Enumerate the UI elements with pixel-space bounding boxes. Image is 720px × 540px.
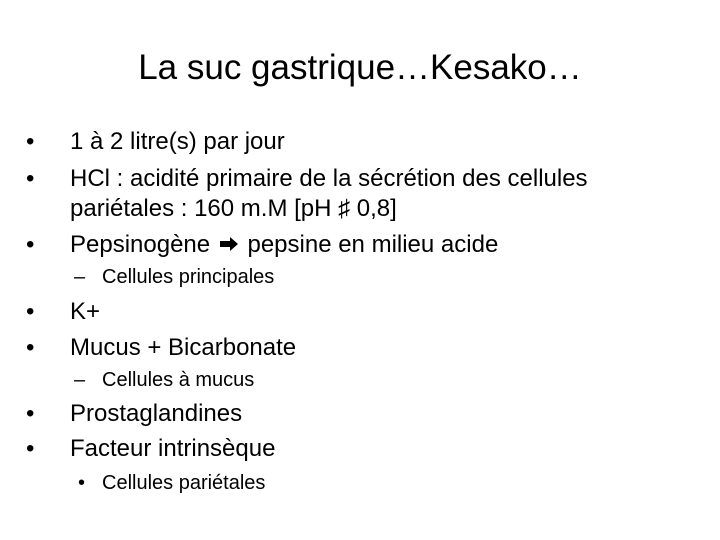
sub-item-text: Cellules pariétales (102, 472, 266, 494)
pepsine-label: pepsine en milieu acide (247, 231, 499, 258)
bullet-marker: • (26, 231, 35, 258)
bullet-marker: • (26, 400, 35, 427)
bullet-marker: • (26, 128, 35, 155)
bullet-marker: • (78, 472, 86, 494)
slide-title: La suc gastrique…Kesako… (138, 48, 582, 87)
dash-marker: – (74, 266, 86, 288)
right-arrow-icon (219, 236, 239, 252)
bullet-marker: • (26, 298, 35, 325)
bullet-text (70, 230, 498, 260)
bullet-text: Facteur intrinsèque (70, 435, 276, 462)
dash-marker: – (74, 369, 86, 391)
bullet-text: Mucus + Bicarbonate (70, 334, 297, 361)
sub-item-text: Cellules principales (102, 266, 275, 288)
bullet-marker: • (26, 334, 35, 361)
bullet-text: K+ (70, 298, 101, 325)
sub-item-text: Cellules à mucus (102, 369, 255, 391)
bullet-text: 1 à 2 litre(s) par jour (70, 128, 285, 155)
pepsinogene-label: Pepsinogène (70, 231, 211, 258)
bullet-text: Prostaglandines (70, 400, 243, 427)
bullet-marker: • (26, 435, 35, 462)
bullet-text-line1: HCl : acidité primaire de la sécrétion des cellules (70, 165, 588, 192)
bullet-marker: • (26, 165, 35, 192)
bullet-text-line2: pariétales : 160 m.M [pH ♯ 0,8] (70, 195, 397, 222)
